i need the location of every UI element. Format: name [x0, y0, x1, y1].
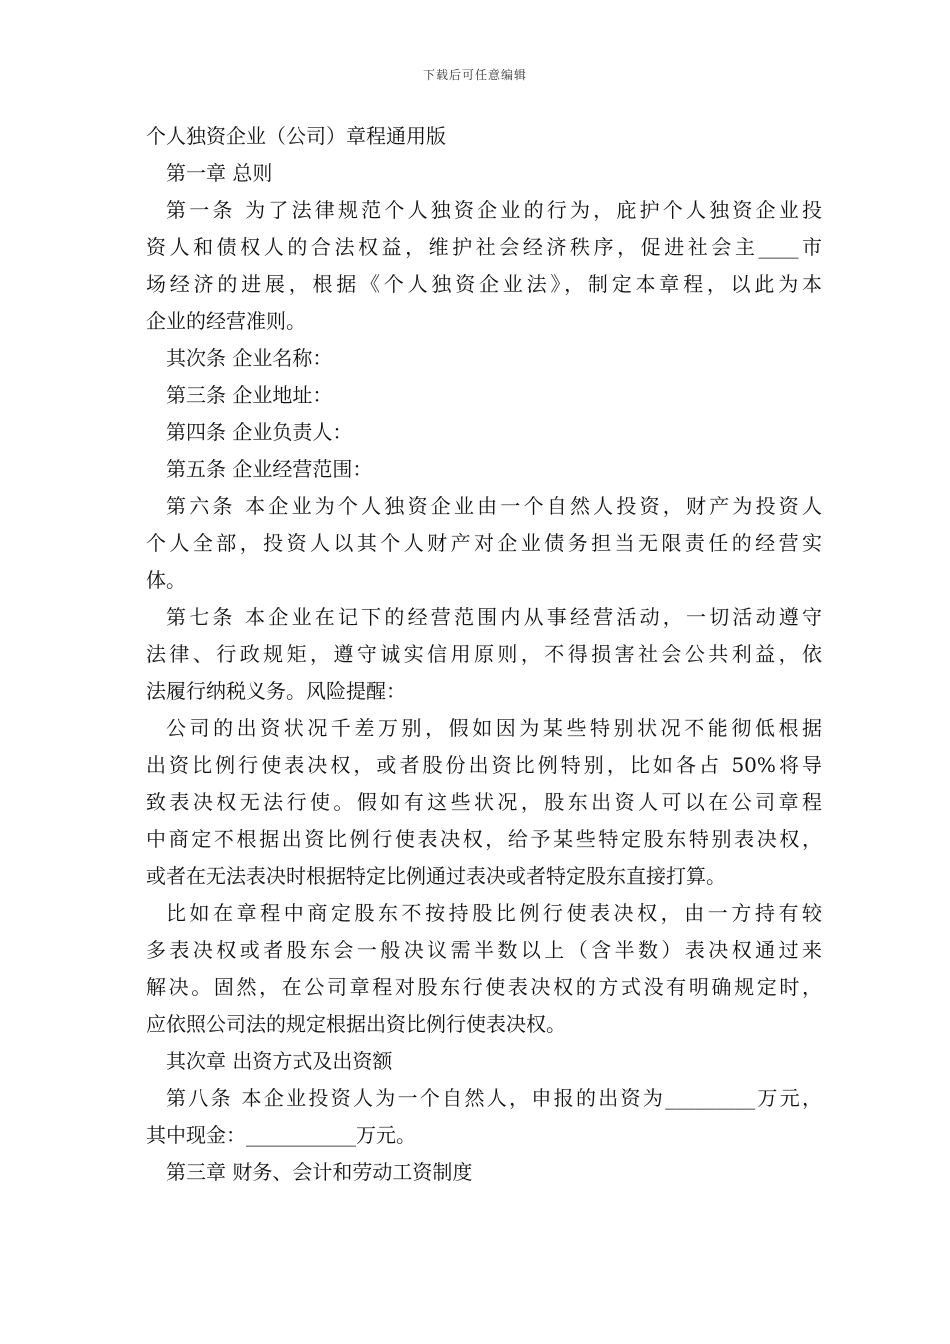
doc-line-4: 资人和债权人的合法权益，维护社会经济秩序，促进社会主____市: [146, 235, 822, 259]
doc-line-16: 法履行纳税义务。风险提醒：: [146, 679, 406, 703]
doc-line-2: 第一章 总则: [166, 161, 273, 185]
doc-line-11: 第六条 本企业为个人独资企业由一个自然人投资，财产为投资人: [166, 494, 822, 518]
doc-line-13: 体。: [146, 568, 186, 592]
document-body: [146, 118, 822, 1191]
doc-line-20: 中商定不根据出资比例行使表决权，给予某些特定股东特别表决权，: [146, 827, 822, 851]
doc-line-23: 多表决权或者股东会一般决议需半数以上（含半数）表决权通过来: [146, 938, 822, 962]
doc-line-12: 个人全部，投资人以其个人财产对企业债务担当无限责任的经营实: [146, 531, 822, 555]
doc-line-8: 第三条 企业地址：: [166, 383, 333, 407]
doc-line-25: 应依照公司法的规定根据出资比例行使表决权。: [146, 1012, 566, 1036]
doc-line-9: 第四条 企业负责人：: [166, 420, 353, 444]
doc-line-24: 解决。固然，在公司章程对股东行使表决权的方式没有明确规定时，: [146, 975, 822, 999]
doc-line-18: 出资比例行使表决权，或者股份出资比例特别，比如各占 50%将导: [146, 753, 822, 777]
doc-line-1: 个人独资企业（公司）章程通用版: [146, 124, 446, 148]
doc-line-27: 第八条 本企业投资人为一个自然人，申报的出资为_________万元，: [166, 1086, 822, 1110]
doc-line-19: 致表决权无法行使。假如有这些状况，股东出资人可以在公司章程: [146, 790, 822, 814]
doc-line-15: 法律、行政规矩，遵守诚实信用原则，不得损害社会公共利益，依: [146, 642, 822, 666]
doc-line-22: 比如在章程中商定股东不按持股比例行使表决权，由一方持有较: [166, 901, 822, 925]
page-header-note: 下载后可任意编辑: [422, 68, 527, 82]
doc-line-17: 公司的出资状况千差万别，假如因为某些特别状况不能彻低根据: [166, 716, 822, 740]
doc-line-14: 第七条 本企业在记下的经营范围内从事经营活动，一切活动遵守: [166, 605, 822, 629]
doc-line-6: 企业的经营准则。: [146, 309, 306, 333]
doc-line-7: 其次条 企业名称：: [166, 346, 333, 370]
doc-line-3: 第一条 为了法律规范个人独资企业的行为，庇护个人独资企业投: [166, 198, 822, 222]
doc-line-29: 第三章 财务、会计和劳动工资制度: [166, 1160, 473, 1184]
doc-line-5: 场经济的进展，根据《个人独资企业法》，制定本章程，以此为本: [146, 272, 822, 296]
doc-line-21: 或者在无法表决时根据特定比例通过表决或者特定股东直接打算。: [146, 864, 726, 888]
doc-line-26: 其次章 出资方式及出资额: [166, 1049, 393, 1073]
doc-line-28: 其中现金：___________万元。: [146, 1123, 416, 1147]
doc-line-10: 第五条 企业经营范围：: [166, 457, 373, 481]
